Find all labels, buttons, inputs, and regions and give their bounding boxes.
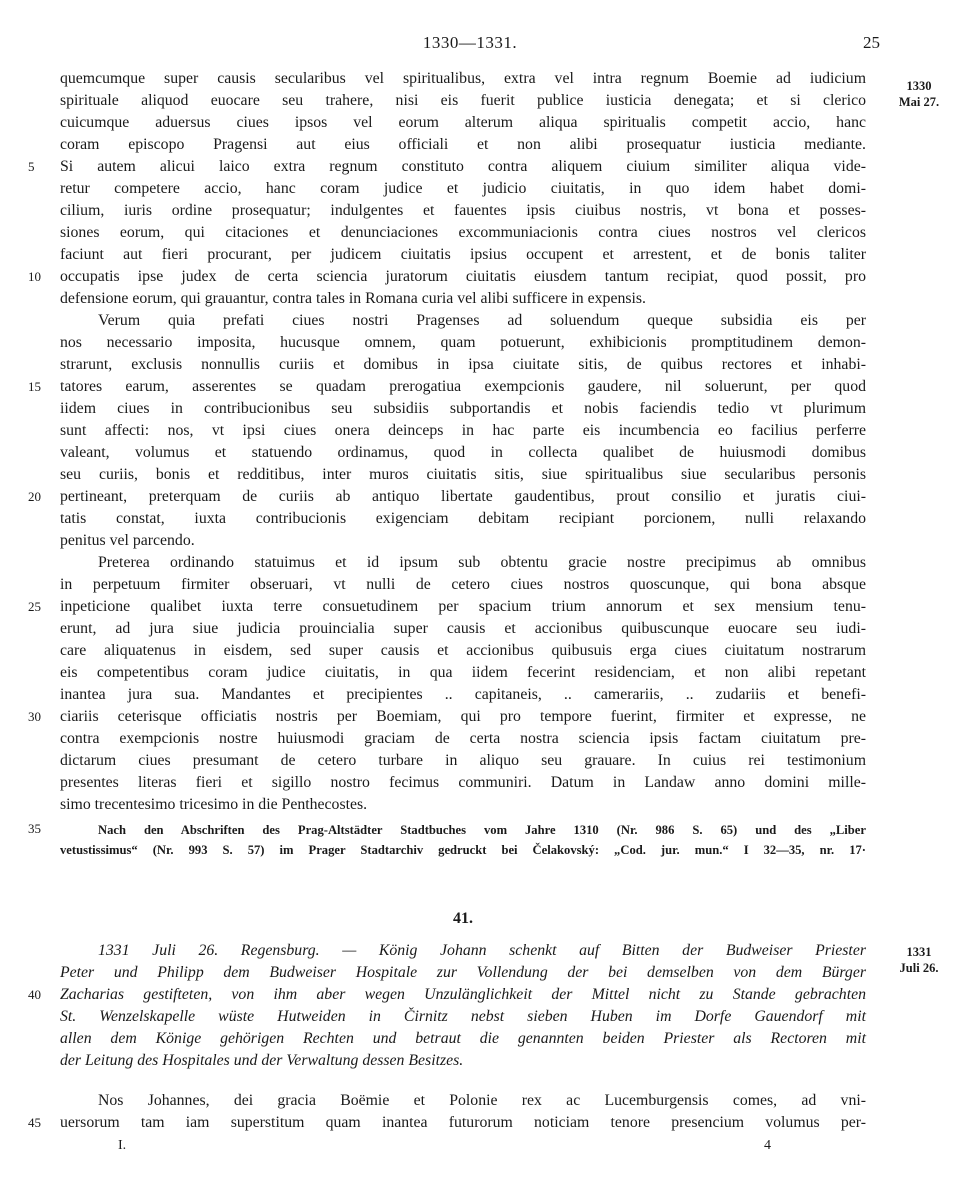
signature-mark: I.	[118, 1138, 127, 1153]
body-line: strarunt, exclusis nonnullis curiis et domibus in ipsa ciuitate sitis, de quibus rectores et inhabi-	[60, 356, 866, 373]
regest-line: Zacharias gestifteten, von ihm aber wegen Unzulänglichkeit der Mittel nicht zu Stande gebrachten	[60, 986, 866, 1003]
body-line: pertineant, preterquam de curiis ab antiquo libertate gaudentibus, prout consilio et juratis ciui-	[60, 488, 866, 505]
body-line: dictarum ciues presumant de cetero turbare in aliquo seu grauare. In cuius rei testimonium	[60, 752, 866, 769]
margin-note-date	[884, 944, 954, 976]
margin-note-date	[884, 78, 954, 110]
body-line: quemcumque super causis secularibus vel spiritualibus, extra vel intra regnum Boemie ad iudicium	[60, 70, 866, 87]
regest-line: St. Wenzelskapelle wüste Hutweiden in Čirnitz nebst sieben Huben im Dorfe Gauendorf mit	[60, 1008, 866, 1025]
body-line: inantea jura sua. Mandantes et precipientes .. capitaneis, .. camerariis, .. zudariis et benefi-	[60, 686, 866, 703]
line-number: 20	[28, 489, 41, 504]
line-number: 15	[28, 379, 41, 394]
margin-note-year: 1331	[906, 945, 932, 959]
regest-line: allen dem Könige gehörigen Rechten und betraut die genannten beiden Priester als Rectoren mit	[60, 1030, 866, 1047]
body-line: tatores earum, asserentes se quadam prerogatiua exempcionis gaudere, nil soluerunt, per quod	[60, 378, 866, 395]
line-number: 35	[28, 821, 41, 836]
body-line: seu curiis, bonis et redditibus, inter muros ciuitatis sitis, siue spiritualibus siue secularibus personis	[60, 466, 866, 483]
body-line: eis competentibus coram judice ciuitatis, in qua iidem fecerint residenciam, et non alibi repetant	[60, 664, 866, 681]
page-number: 25	[863, 33, 880, 52]
body-line: defensione eorum, qui grauantur, contra tales in Romana curia vel alibi sufficere in expensis.	[60, 290, 646, 307]
body-line: penitus vel parcendo.	[60, 532, 195, 549]
regest-line: Peter und Philipp dem Budweiser Hospitale zur Vollendung der bei demselben von dem Bürger	[60, 964, 866, 981]
body-line: tatis constat, iuxta contribucionis exigenciam debitam recipiant porcionem, nulli relaxando	[60, 510, 866, 527]
body-line: Si autem alicui laico extra regnum constituto contra aliquem ciuium similiter aliqua vide-	[60, 158, 866, 175]
line-number: 10	[28, 269, 41, 284]
body-line: erunt, ad jura siue judicia prouincialia super causis et accionibus quibuscunque euocare seu iudi-	[60, 620, 866, 637]
body-line: in perpetuum firmiter obseruari, vt nulli de cetero ciues nostros quoscunque, qui bona absque	[60, 576, 866, 593]
body-line: coram episcopo Pragensi aut eius officiali et non alibi prosequatur iusticia mediante.	[60, 136, 866, 153]
regest-line: der Leitung des Hospitales und der Verwaltung dessen Besitzes.	[60, 1052, 464, 1069]
body-line: contra exempcionis nostre huiusmodi graciam de certa nostra sciencia ipsis factam ciuitatum pre-	[60, 730, 866, 747]
document-number: 41.	[453, 910, 473, 927]
body-line: siones eorum, qui citaciones et denunciaciones excommuniacionis contra ciues nostros vel clericos	[60, 224, 866, 241]
body-line: ciariis ceterisque officiatis nostris per Boemiam, qui pro tempore fuerint, firmiter et expresse, ne	[60, 708, 866, 725]
regest-line: 1331 Juli 26. Regensburg. — König Johann schenkt auf Bitten der Budweiser Priester	[98, 942, 866, 959]
body-line: occupatis ipse judex de certa sciencia juratorum ciuitatis eiusdem tantum recipiat, quod possit, pro	[60, 268, 866, 285]
line-number: 25	[28, 599, 41, 614]
charter-line: uersorum tam iam superstitum quam inantea futurorum noticiam tenore presencium volumus per-	[60, 1114, 866, 1131]
line-number: 40	[28, 987, 41, 1002]
body-line: sunt affecti: nos, vt ipsi ciues onera deinceps in hac parte eis incumbencia eo facilius perferre	[60, 422, 866, 439]
footnote-line: Nach den Abschriften des Prag-Altstädter Stadtbuches vom Jahre 1310 (Nr. 986 S. 65) und des „Liber	[98, 823, 866, 837]
body-line: retur competere accio, hanc coram judice et judicio ciuitatis, in quo idem habet domi-	[60, 180, 866, 197]
footnote-line: vetustissimus“ (Nr. 993 S. 57) im Prager Stadtarchiv gedruckt bei Čelakovský: „Cod. jur. mun.“ I 32—35, nr. 17·	[60, 843, 866, 857]
body-line: iidem ciues in contribucionibus seu subsidiis subportandis et nobis faciendis tedio vt plurimum	[60, 400, 866, 417]
page-header	[60, 33, 880, 57]
charter-line: Nos Johannes, dei gracia Boëmie et Polonie rex ac Lucemburgensis comes, ad vni-	[98, 1092, 866, 1109]
line-number: 45	[28, 1115, 41, 1130]
margin-note-day: Juli 26.	[899, 961, 939, 975]
body-line: spirituale aliquod euocare seu trahere, nisi eis fuerit publice iusticia denegata; et si clerico	[60, 92, 866, 109]
body-line: nos necessario imposita, hucusque omnem, quam potuerunt, exhibicionis promptitudinem demon-	[60, 334, 866, 351]
body-line: inpeticione qualibet iuxta terre consuetudinem per spacium trium annorum et sex mensium tenu-	[60, 598, 866, 615]
signature-mark: 4	[764, 1138, 771, 1153]
body-line: Verum quia prefati ciues nostri Pragenses ad soluendum queque subsidia eis per	[98, 312, 866, 329]
body-line: faciunt aut fieri procurant, per judicem ciuitatis ipsius occupent et arrestent, et de bonis taliter	[60, 246, 866, 263]
body-line: presentes literas fieri et sigillo nostro fecimus communiri. Datum in Landaw anno domini mille-	[60, 774, 866, 791]
body-line: valeant, volumus et statuendo ordinamus, quod in collecta qualibet de huiusmodi domibus	[60, 444, 866, 461]
margin-note-day: Mai 27.	[898, 95, 940, 109]
body-line: cilium, iuris ordine prosequatur; indulgentes et fauentes ipsis ciuibus nostris, vt bona et posses-	[60, 202, 866, 219]
line-number: 30	[28, 709, 41, 724]
body-line: Preterea ordinando statuimus et id ipsum sub obtentu gracie nostre precipimus ab omnibus	[98, 554, 866, 571]
body-line: care aliquatenus in eisdem, sed super causis et accionibus quibusuis erga ciues ciuitatum nostrarum	[60, 642, 866, 659]
body-line: cuicumque aduersus ciues ipsos vel eorum alterum aliqua spiritualis competit accio, hanc	[60, 114, 866, 131]
body-line: simo trecentesimo tricesimo in die Penthecostes.	[60, 796, 368, 813]
line-number: 5	[28, 159, 35, 174]
margin-note-year: 1330	[906, 79, 932, 93]
running-head: 1330—1331.	[422, 33, 518, 52]
